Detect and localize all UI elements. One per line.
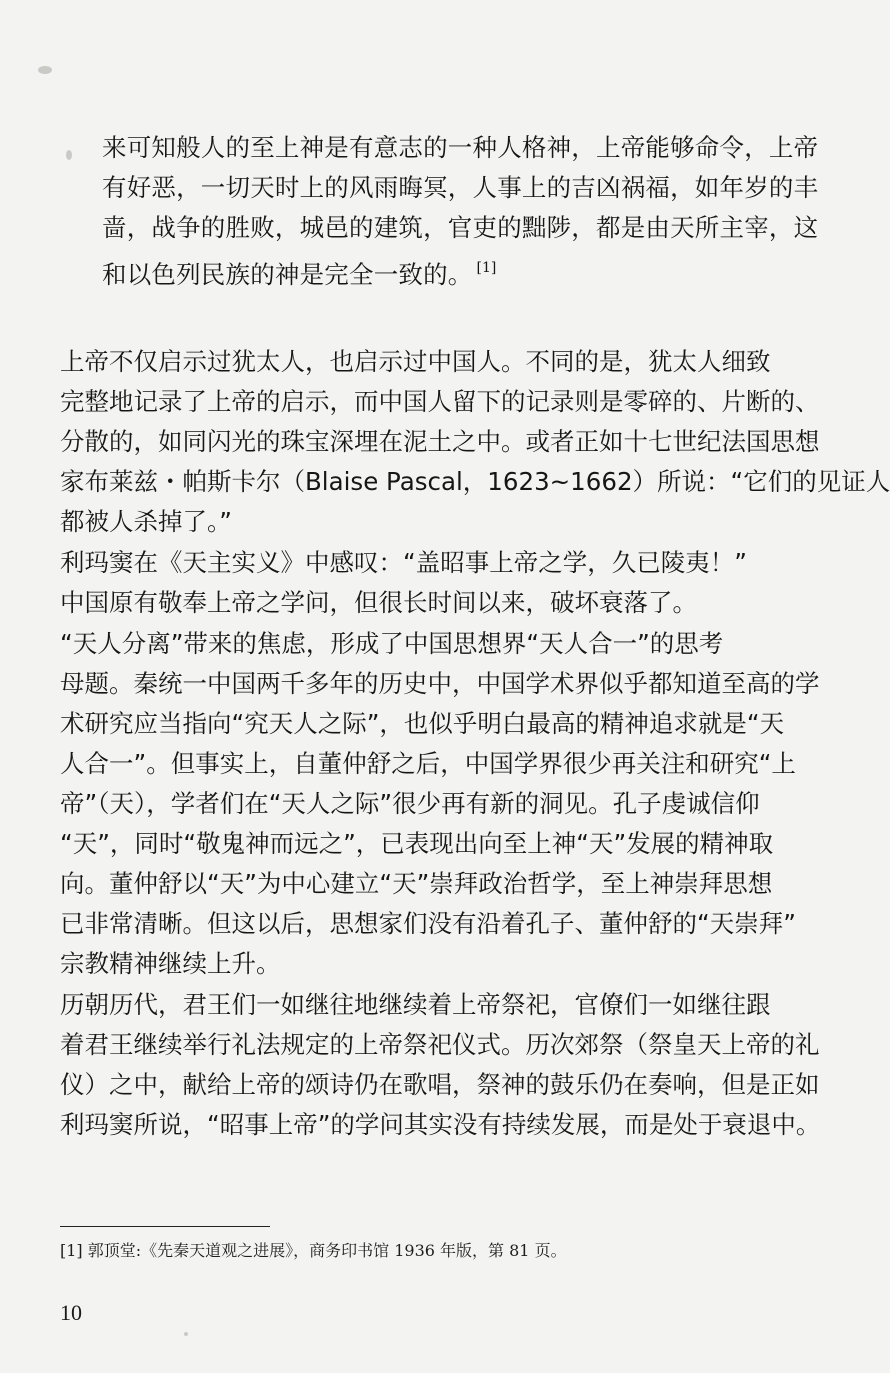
text-line: 母题。秦统一中国两千多年的历史中，中国学术界似乎都知道至高的学 — [60, 669, 820, 698]
footnote-marker[interactable]: [1] — [476, 260, 497, 276]
text-line: 家布莱兹・帕斯卡尔（Blaise Pascal，1623~1662）所说：“它们的见证人 — [60, 467, 890, 496]
text-line: 仪）之中，献给上帝的颂诗仍在歌唱，祭神的鼓乐仍在奏响，但是正如 — [60, 1070, 820, 1099]
main-text — [60, 342, 890, 1146]
text-line: 历朝历代，君王们一如继往地继续着上帝祭祀，官僚们一如继往跟 — [60, 990, 771, 1019]
scan-speck — [184, 1332, 188, 1336]
block-quote — [102, 128, 819, 289]
quote-line: 啬，战争的胜败，城邑的建筑，官吏的黜陟，都是由天所主宰，这 — [102, 213, 819, 242]
text-line: 中国原有敬奉上帝之学问，但很长时间以来，破坏衰落了。 — [60, 588, 697, 617]
scan-speck — [38, 66, 52, 74]
text-line: “天”，同时“敬鬼神而远之”，已表现出向至上神“天”发展的精神取 — [60, 829, 774, 858]
quote-line-last — [102, 248, 742, 288]
text-line: 着君王继续举行礼法规定的上帝祭祀仪式。历次郊祭（祭皇天上帝的礼 — [60, 1030, 820, 1059]
text-line: 人合一”。但事实上，自董仲舒之后，中国学界很少再关注和研究“上 — [60, 749, 796, 778]
footnote-divider — [60, 1226, 270, 1227]
text-line: “天人分离”带来的焦虑，形成了中国思想界“天人合一”的思考 — [60, 629, 724, 658]
text-line: 利玛窦在《天主实义》中感叹：“盖昭事上帝之学，久已陵夷！” — [60, 548, 747, 577]
paragraph-3 — [60, 624, 820, 984]
text-line: 已非常清晰。但这以后，思想家们没有沿着孔子、董仲舒的“天崇拜” — [60, 909, 796, 938]
footnote: [1] 郭顶堂:《先秦天道观之进展》，商务印书馆 1936 年版，第 81 页。 — [60, 1241, 567, 1260]
scan-speck — [66, 150, 72, 160]
text-line: 宗教精神继续上升。 — [60, 949, 281, 978]
quote-line: 来可知般人的至上神是有意志的一种人格神，上帝能够命令，上帝 — [102, 133, 819, 162]
text-line: 完整地记录了上帝的启示，而中国人留下的记录则是零碎的、片断的、 — [60, 387, 820, 416]
text-line: 术研究应当指向“究天人之际”，也似乎明白最高的精神追求就是“天 — [60, 709, 785, 738]
text-line: 上帝不仅启示过犹太人，也启示过中国人。不同的是，犹太人细致 — [60, 347, 771, 376]
page-number: 10 — [60, 1300, 82, 1325]
paragraph-4 — [60, 985, 821, 1145]
text-line: 利玛窦所说，“昭事上帝”的学问其实没有持续发展，而是处于衰退中。 — [60, 1110, 821, 1139]
paragraph-1 — [60, 342, 890, 542]
text-line: 都被人杀掉了。” — [60, 507, 232, 536]
paragraph-2 — [60, 543, 750, 623]
text-line: 向。董仲舒以“天”为中心建立“天”崇拜政治哲学，至上神崇拜思想 — [60, 869, 773, 898]
text-line: 分散的，如同闪光的珠宝深埋在泥土之中。或者正如十七世纪法国思想 — [60, 427, 820, 456]
text-line: 帝”（天），学者们在“天人之际”很少再有新的洞见。孔子虔诚信仰 — [60, 789, 760, 818]
quote-line: 有好恶，一切天时上的风雨晦冥，人事上的吉凶祸福，如年岁的丰 — [102, 173, 819, 202]
quote-text: 和以色列民族的神是完全一致的。 — [102, 260, 473, 289]
